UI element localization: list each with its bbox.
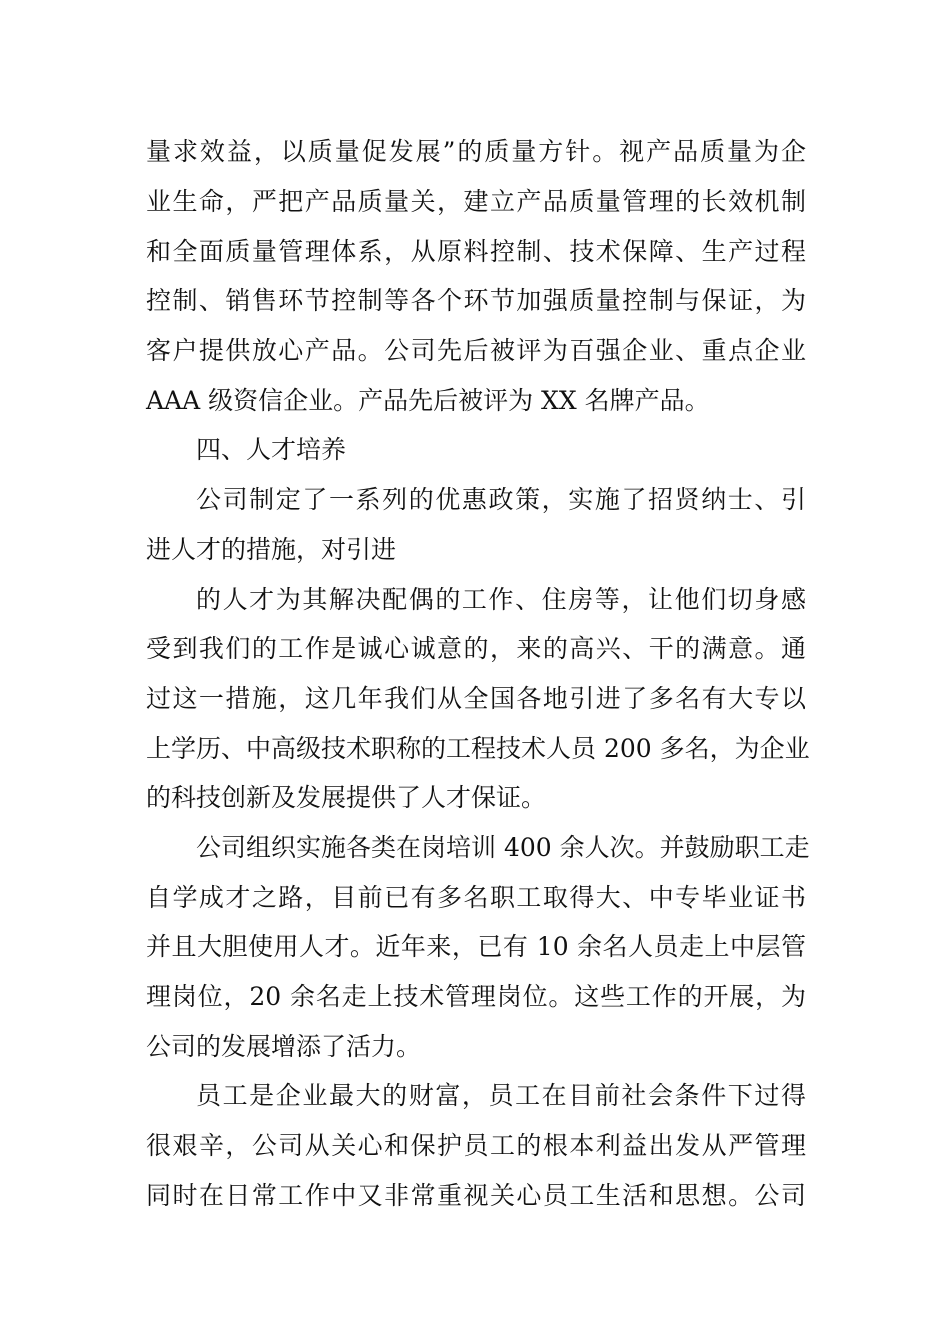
- text-line-2: 业生命，严把产品质量关，建立产品质量管理的长效机制: [146, 187, 806, 216]
- text-line-22: 同时在日常工作中又非常重视关心员工生活和思想。公司: [146, 1181, 806, 1210]
- text-line-12: 过这一措施，这几年我们从全国各地引进了多名有大专以: [146, 684, 806, 713]
- text-line-16: 自学成才之路，目前已有多名职工取得大、中专毕业证书: [146, 883, 806, 912]
- section-heading: 四、人才培养: [196, 435, 347, 464]
- text-line-19: 公司的发展增添了活力。: [146, 1032, 422, 1061]
- text-line-10: 的人才为其解决配偶的工作、住房等，让他们切身感: [196, 585, 806, 614]
- text-line-1: 量求效益，以质量促发展”的质量方针。视产品质量为企: [146, 137, 806, 166]
- text-line-8: 公司制定了一系列的优惠政策，实施了招贤纳士、引: [196, 485, 806, 514]
- text-line-18: 理岗位，20 余名走上技术管理岗位。这些工作的开展，为: [146, 982, 806, 1011]
- text-line-11: 受到我们的工作是诚心诚意的，来的高兴、干的满意。通: [146, 634, 806, 663]
- text-line-17: 并且大胆使用人才。近年来，已有 10 余名人员走上中层管: [146, 932, 806, 961]
- text-line-20: 员工是企业最大的财富，员工在目前社会条件下过得: [196, 1081, 806, 1110]
- text-line-9: 进人才的措施，对引进: [146, 535, 397, 564]
- text-line-13: 上学历、中高级技术职称的工程技术人员 200 多名，为企业: [146, 734, 810, 763]
- text-line-14: 的科技创新及发展提供了人才保证。: [146, 783, 547, 812]
- text-line-3: 和全面质量管理体系，从原料控制、技术保障、生产过程: [146, 237, 806, 266]
- text-line-5: 客户提供放心产品。公司先后被评为百强企业、重点企业: [146, 336, 806, 365]
- text-line-6: AAA 级资信企业。产品先后被评为 XX 名牌产品。: [146, 386, 710, 415]
- text-line-21: 很艰辛，公司从关心和保护员工的根本利益出发从严管理: [146, 1131, 806, 1160]
- text-line-4: 控制、销售环节控制等各个环节加强质量控制与保证，为: [146, 286, 806, 315]
- text-line-15: 公司组织实施各类在岗培训 400 余人次。并鼓励职工走: [196, 833, 810, 862]
